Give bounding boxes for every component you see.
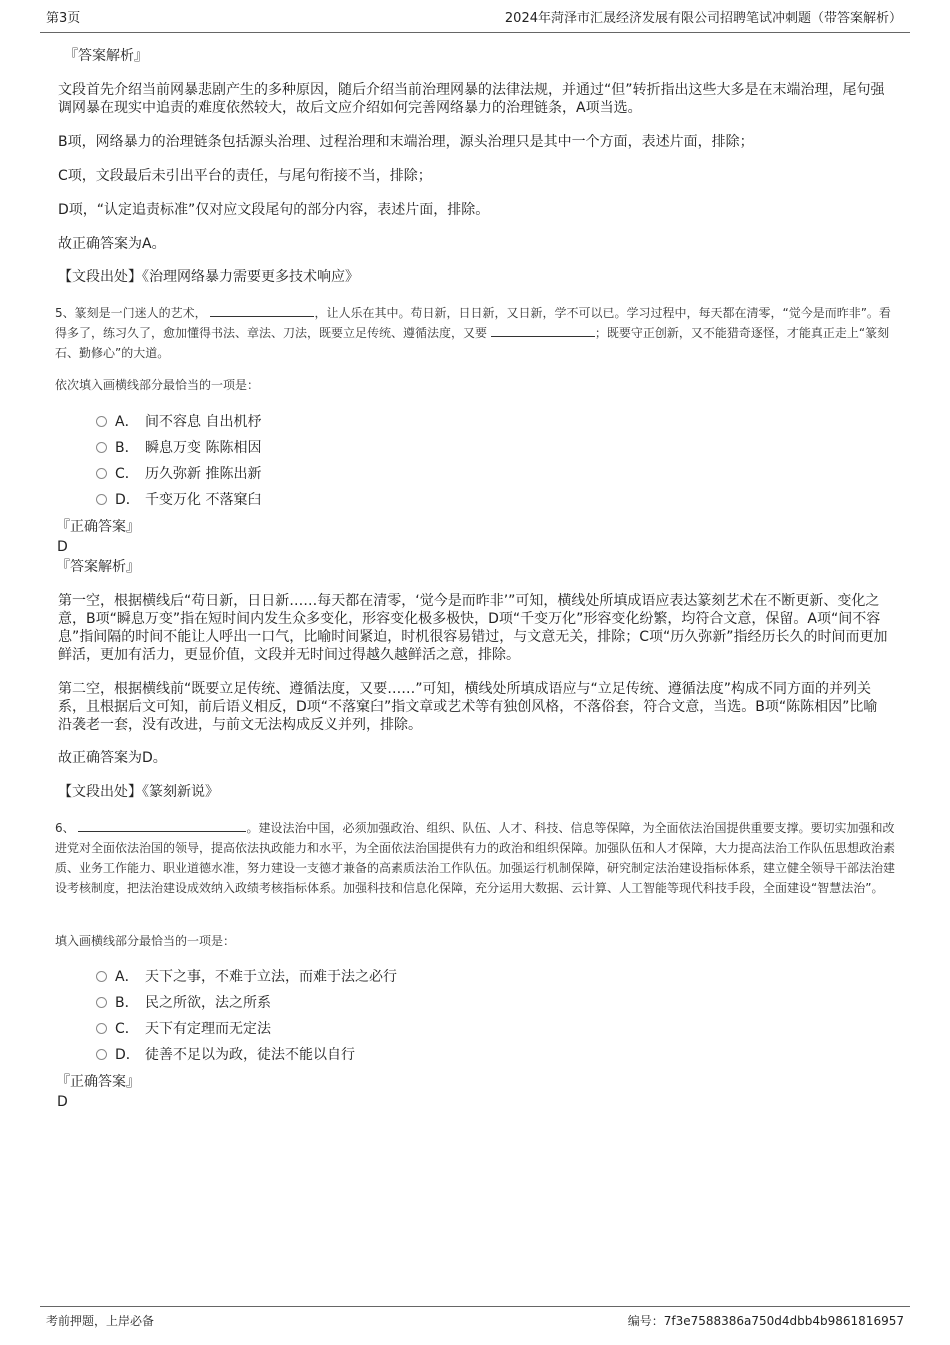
- q6-option-d[interactable]: D． 徒善不足以为政，徒法不能以自行: [96, 1046, 355, 1064]
- q6-answer-label: 『正确答案』: [56, 1074, 140, 1090]
- q6-stem: [55, 818, 900, 898]
- q6-blank: [78, 819, 246, 832]
- q6-prompt: 填入画横线部分最恰当的一项是：: [55, 934, 236, 948]
- q6-option-c[interactable]: C． 天下有定理而无定法: [96, 1020, 271, 1038]
- radio-icon[interactable]: [96, 494, 107, 505]
- document-title: 2024年菏泽市汇晟经济发展有限公司招聘笔试冲刺题（带答案解析）: [504, 11, 902, 26]
- q5-stem-part-b: ，让人乐在其中。苟日新，日日新，又日新，学不可以已。学习过程中，每天都在清零，“觉今是而昨非”。看得多了，练习久了，愈加懂得书法、章法、刀法，既要立足传统、遵循法度，又要: [55, 306, 891, 340]
- radio-icon[interactable]: [96, 997, 107, 1008]
- radio-icon[interactable]: [96, 1023, 107, 1034]
- q6-stem-part-a: 6、: [55, 821, 75, 835]
- radio-icon[interactable]: [96, 468, 107, 479]
- document-id: 编号：7f3e7588386a750d4dbb4b9861816957: [627, 1314, 904, 1328]
- q5-analysis-label: 『答案解析』: [56, 559, 140, 575]
- footer-slogan: 考前押题，上岸必备: [46, 1314, 155, 1328]
- q5-prompt: 依次填入画横线部分最恰当的一项是：: [55, 378, 260, 392]
- radio-icon[interactable]: [96, 442, 107, 453]
- q4-source: 【文段出处】《治理网络暴力需要更多技术响应》: [58, 269, 359, 285]
- q5-conclusion: 故正确答案为D。: [58, 750, 167, 766]
- q5-blank-1: [210, 304, 314, 317]
- q6-stem-part-b: 。建设法治中国，必须加强政治、组织、队伍、人才、科技、信息等保障，为全面依法治国提供重要支撑。要切实加强和改进党对全面依法治国的领导，提高依法执政能力和水平，为全面依法治国提供有力的政治和组织保障。加强队伍和人才保障，大力提高法治工作队伍思想政治素质、业务工作能力、职业道德水准，努力建设一支德才兼备的高素质法治工作队伍。加强运行机制保障，研究制定法治建设指标体系，建立健全领导干部法治建设考核制度，把法治建设成效纳入政绩考核指标体系。加强科技和信息化保障，充分运用大数据、云计算、人工智能等现代科技手段，全面建设“智慧法治”。: [55, 821, 896, 895]
- q5-option-b[interactable]: B． 瞬息万变 陈陈相因: [96, 439, 261, 457]
- q5-stem-part-a: 5、篆刻是一门迷人的艺术，: [55, 306, 207, 320]
- q5-answer: D: [57, 539, 68, 555]
- radio-icon[interactable]: [96, 416, 107, 427]
- q5-stem-part-c: ；既要守正创新，又不能猎奇逐怪，才能真正走上“篆刻石、勤修心”的大道。: [55, 326, 890, 360]
- q4-conclusion: 故正确答案为A。: [58, 236, 166, 252]
- q5-answer-label: 『正确答案』: [56, 519, 140, 535]
- q6-option-b[interactable]: B． 民之所欲，法之所系: [96, 994, 271, 1012]
- q5-blank-2: [491, 324, 595, 337]
- page-number: 第3页: [46, 11, 81, 26]
- q5-stem: [55, 303, 900, 363]
- q4-analysis-p4: D项，“认定追责标准”仅对应文段尾句的部分内容，表述片面，排除。: [58, 202, 490, 218]
- page-footer: [40, 1306, 910, 1337]
- q5-analysis-p2: 第二空，根据横线前“既要立足传统、遵循法度，又要……”可知，横线处所填成语应与“立足传统、遵循法度”构成不同方面的并列关系，且根据后文可知，前后语义相反，D项“不落窠臼”指文章或艺术等有独创风格，不落俗套，符合文意，当选。B项“陈陈相因”比喻沿袭老一套，没有改进，与前文无法构成反义并列，排除。: [58, 681, 878, 733]
- q5-source: 【文段出处】《篆刻新说》: [58, 784, 219, 800]
- q6-option-a[interactable]: A． 天下之事，不难于立法，而难于法之必行: [96, 968, 397, 986]
- q5-analysis-p1: 第一空，根据横线后“苟日新，日日新……每天都在清零，‘觉今是而昨非’”可知，横线处所填成语应表达篆刻艺术在不断更新、变化之意，B项“瞬息万变”指在短时间内发生众多变化，形容变化极多极快，D项“千变万化”形容变化纷繁，均符合文意，保留。A项“间不容息”指间隔的时间不能让人呼出一口气，比喻时间紧迫，时机很容易错过，与文意无关，排除；C项“历久弥新”指经历长久的时间而更加鲜活，更加有活力，更显价值，文段并无时间过得越久越鲜活之意，排除。: [58, 593, 888, 663]
- radio-icon[interactable]: [96, 971, 107, 982]
- q5-option-a[interactable]: A． 间不容息 自出机杼: [96, 413, 261, 431]
- q4-analysis-p2: B项，网络暴力的治理链条包括源头治理、过程治理和末端治理，源头治理只是其中一个方面，表述片面，排除；: [58, 134, 754, 150]
- q4-analysis-p3: C项，文段最后未引出平台的责任，与尾句衔接不当，排除；: [58, 168, 432, 184]
- q5-option-c[interactable]: C． 历久弥新 推陈出新: [96, 465, 261, 483]
- q4-analysis-label: 『答案解析』: [64, 48, 148, 64]
- radio-icon[interactable]: [96, 1049, 107, 1060]
- q6-answer: D: [57, 1094, 68, 1110]
- q4-analysis-p1: 文段首先介绍当前网暴悲剧产生的多种原因，随后介绍当前治理网暴的法律法规，并通过“但”转折指出这些大多是在末端治理，尾句强调网暴在现实中追责的难度依然较大，故后文应介绍如何完善网络暴力的治理链条，A项当选。: [58, 82, 885, 116]
- q5-option-d[interactable]: D． 千变万化 不落窠臼: [96, 491, 261, 509]
